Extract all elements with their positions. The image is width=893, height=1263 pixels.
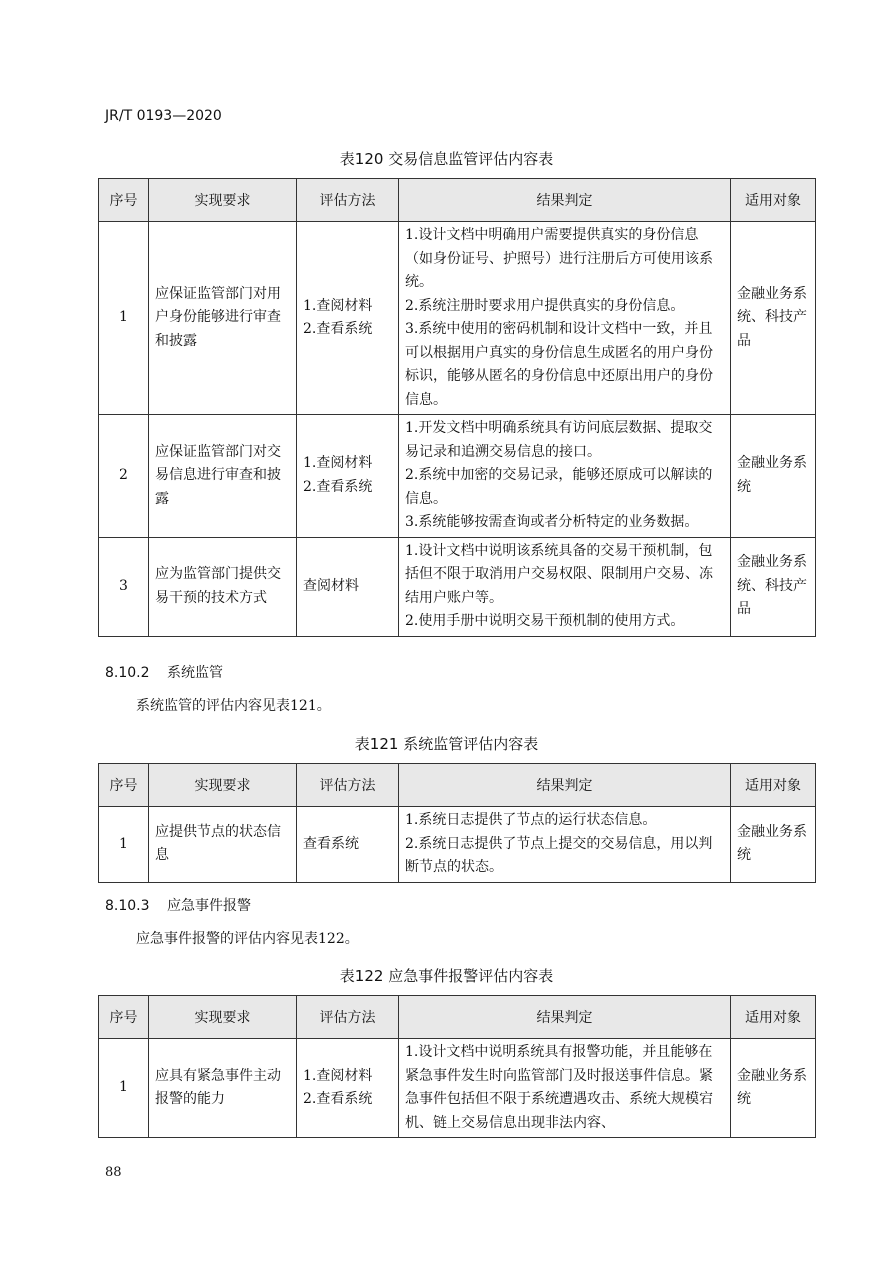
col-header-method: 评估方法 [297, 179, 399, 222]
method-item: 2.查看系统 [303, 478, 373, 495]
method-item: 1.查阅材料 [303, 1067, 373, 1084]
method-item: 1.查阅材料 [303, 455, 373, 472]
table-120-caption: 表120 交易信息监管评估内容表 [339, 150, 554, 168]
requirement-cell: 应为监管部门提供交易干预的技术方式 [149, 537, 297, 636]
result-cell [399, 222, 731, 415]
target-cell: 金融业务系统、科技产品 [731, 222, 816, 415]
row-number: 1 [99, 222, 149, 415]
col-header-requirement: 实现要求 [149, 764, 297, 807]
col-header-requirement: 实现要求 [149, 179, 297, 222]
col-header-target: 适用对象 [731, 996, 816, 1039]
section-heading-8-10-3 [105, 895, 251, 915]
section-title: 系统监管 [167, 665, 223, 681]
requirement-cell: 应提供节点的状态信息 [149, 807, 297, 883]
target-cell: 金融业务系统 [731, 415, 816, 538]
section-title: 应急事件报警 [167, 898, 251, 914]
section-number: 8.10.3 [105, 898, 150, 914]
requirement-cell: 应具有紧急事件主动报警的能力 [149, 1039, 297, 1138]
table-row [99, 1039, 816, 1138]
col-header-result: 结果判定 [399, 996, 731, 1039]
section-intro-paragraph: 系统监管的评估内容见表121。 [136, 698, 331, 714]
result-item: 2.系统注册时要求用户提供真实的身份信息。 [405, 297, 685, 314]
method-cell [297, 537, 399, 636]
method-cell [297, 1039, 399, 1138]
result-cell [399, 1039, 731, 1138]
table-row [99, 807, 816, 883]
result-item: 3.系统能够按需查询或者分析特定的业务数据。 [405, 514, 699, 530]
col-header-target: 适用对象 [731, 179, 816, 222]
result-cell [399, 537, 731, 636]
result-item: 2.系统中加密的交易记录，能够还原成可以解读的信息。 [405, 467, 713, 507]
row-number: 2 [99, 415, 149, 538]
section-number: 8.10.2 [105, 665, 150, 681]
method-item: 查阅材料 [303, 577, 359, 594]
table-122-caption: 表122 应急事件报警评估内容表 [339, 967, 554, 985]
table-122 [98, 995, 816, 1138]
result-item: 1.设计文档中说明系统具有报警功能，并且能够在紧急事件发生时向监管部门及时报送事件信息。紧急事件包括但不限于系统遭遇攻击、系统大规模宕机、链上交易信息出现非法内容、 [405, 1044, 713, 1131]
col-header-no: 序号 [99, 764, 149, 807]
col-header-no: 序号 [99, 996, 149, 1039]
target-cell: 金融业务系统 [731, 807, 816, 883]
col-header-target: 适用对象 [731, 764, 816, 807]
result-cell [399, 807, 731, 883]
result-item: 2.使用手册中说明交易干预机制的使用方式。 [405, 613, 685, 629]
col-header-requirement: 实现要求 [149, 996, 297, 1039]
col-header-method: 评估方法 [297, 996, 399, 1039]
col-header-result: 结果判定 [399, 179, 731, 222]
section-heading-8-10-2 [105, 662, 223, 682]
document-id-header: JR/T 0193—2020 [105, 108, 222, 124]
col-header-no: 序号 [99, 179, 149, 222]
method-cell [297, 415, 399, 538]
method-cell [297, 807, 399, 883]
result-cell [399, 415, 731, 538]
result-item: 1.设计文档中说明该系统具备的交易干预机制，包括但不限于取消用户交易权限、限制用户交易、冻结用户账户等。 [405, 542, 713, 606]
method-item: 2.查看系统 [303, 1091, 373, 1107]
table-120 [98, 178, 816, 637]
method-item: 查看系统 [303, 835, 359, 852]
page-number: 88 [105, 1165, 122, 1180]
row-number: 3 [99, 537, 149, 636]
table-121-caption: 表121 系统监管评估内容表 [354, 735, 539, 753]
col-header-method: 评估方法 [297, 764, 399, 807]
requirement-cell: 应保证监管部门对交易信息进行审查和披露 [149, 415, 297, 538]
target-cell: 金融业务系统、科技产品 [731, 537, 816, 636]
result-item: 1.开发文档中明确系统具有访问底层数据、提取交易记录和追溯交易信息的接口。 [405, 420, 713, 460]
table-row [99, 537, 816, 636]
table-row [99, 222, 816, 415]
section-intro-paragraph: 应急事件报警的评估内容见表122。 [136, 931, 359, 947]
result-item: 1.设计文档中明确用户需要提供真实的身份信息（如身份证号、护照号）进行注册后方可使用该系统。 [405, 227, 713, 290]
table-row [99, 415, 816, 538]
method-cell [297, 222, 399, 415]
method-item: 1.查阅材料 [303, 297, 373, 314]
row-number: 1 [99, 1039, 149, 1138]
row-number: 1 [99, 807, 149, 883]
result-item: 3.系统中使用的密码机制和设计文档中一致，并且可以根据用户真实的身份信息生成匿名的用户身份标识，能够从匿名的身份信息中还原出用户的身份信息。 [405, 321, 713, 408]
table-121 [98, 763, 816, 883]
result-item: 1.系统日志提供了节点的运行状态信息。 [405, 812, 657, 828]
result-item: 2.系统日志提供了节点上提交的交易信息，用以判断节点的状态。 [405, 835, 713, 875]
target-cell: 金融业务系统 [731, 1039, 816, 1138]
col-header-result: 结果判定 [399, 764, 731, 807]
requirement-cell: 应保证监管部门对用户身份能够进行审查和披露 [149, 222, 297, 415]
method-item: 2.查看系统 [303, 321, 373, 337]
